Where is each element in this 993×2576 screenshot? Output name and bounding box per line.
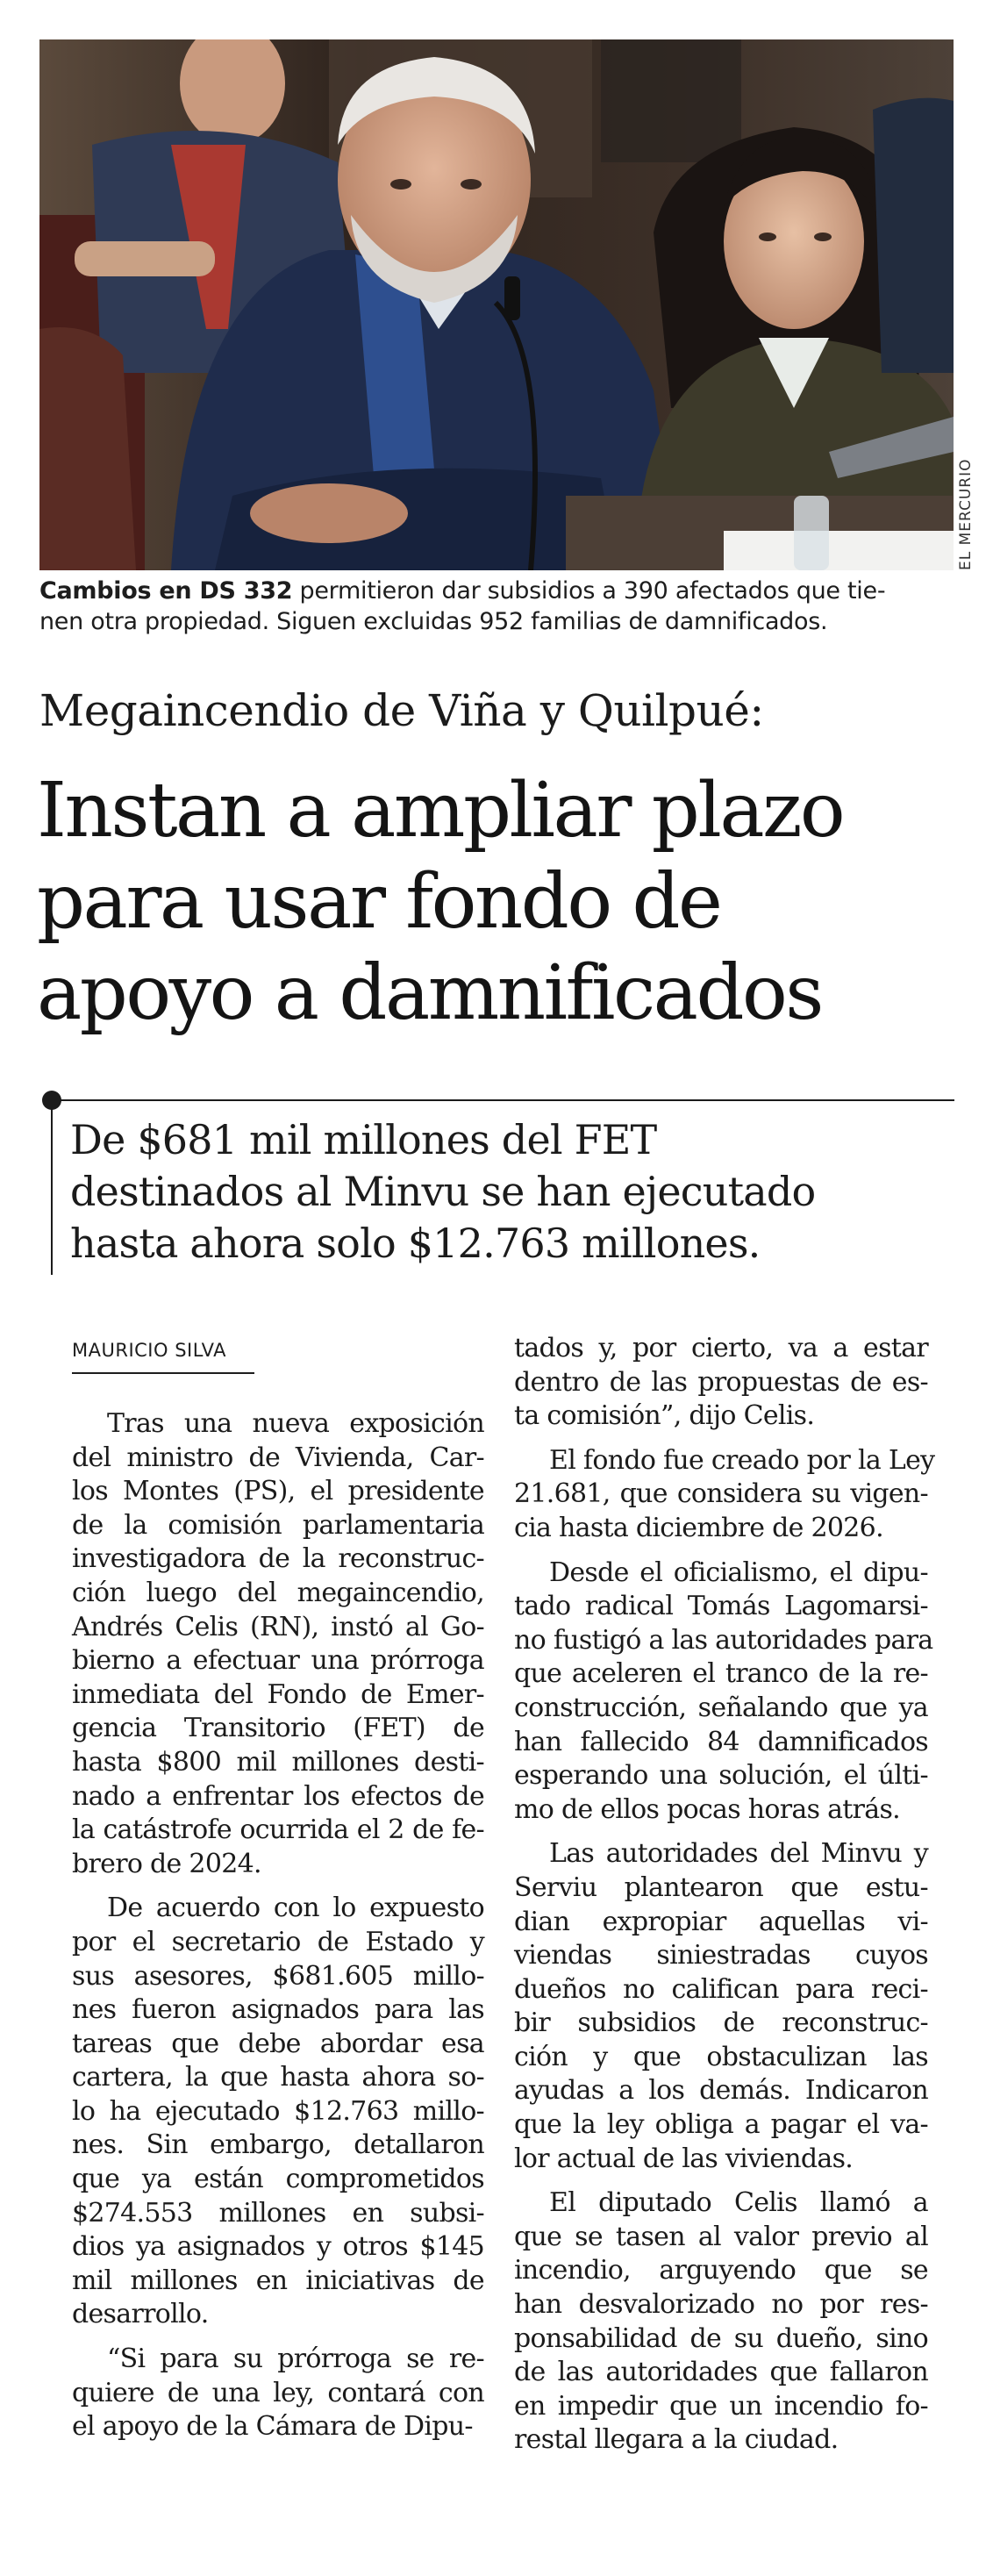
article-line: que aceleren el tranco de la re- — [514, 1658, 928, 1690]
article-line: dueños no califican para reci- — [514, 1973, 928, 2005]
article-paragraph — [72, 1407, 484, 1881]
article-line: dios ya asignados y otros $145 — [72, 2231, 484, 2263]
article-paragraph — [72, 2343, 484, 2444]
subhead-line-1: De $681 mil millones del FET — [70, 1116, 657, 1163]
article-line: investigadora de la reconstruc- — [72, 1543, 484, 1575]
article-line: construcción, señalando que ya — [514, 1692, 928, 1723]
byline: MAURICIO SILVA — [72, 1340, 227, 1361]
article-line: la catástrofe ocurrida el 2 de fe- — [72, 1814, 484, 1846]
article-line: por el secretario de Estado y — [72, 1926, 484, 1957]
photo-credit: EL MERCURIO — [957, 458, 975, 570]
article-paragraph — [514, 1332, 928, 1434]
article-line: brero de 2024. — [72, 1848, 261, 1879]
article-line: Andrés Celis (RN), instó al Go- — [72, 1611, 484, 1642]
headline-line-2: para usar fondo de — [37, 858, 721, 946]
article-line: que la ley obliga a pagar el va- — [514, 2109, 928, 2141]
article-line: ción luego del megaincendio, — [72, 1577, 484, 1608]
article-line: Serviu plantearon que estu- — [514, 1871, 928, 1903]
article-line: que ya están comprometidos — [72, 2164, 484, 2195]
article-line: tados y, por cierto, va a estar — [514, 1333, 928, 1363]
article-line: quiere de una ley, contará con — [72, 2377, 484, 2408]
article-line: lor actual de las viviendas. — [514, 2143, 854, 2174]
subhead-rule-vertical — [51, 1099, 53, 1275]
article-line: mil millones en iniciativas de — [72, 2265, 484, 2296]
kicker: Megaincendio de Viña y Quilpué: — [39, 685, 764, 736]
byline-rule — [72, 1372, 254, 1374]
article-line: inmediata del Fondo de Emer- — [72, 1678, 484, 1710]
article-line: viendas siniestradas cuyos — [514, 1940, 928, 1971]
article-line: sus asesores, $681.605 millo- — [72, 1960, 484, 1992]
article-line: 21.681, que considera su vigen- — [514, 1478, 928, 1510]
article-line: cia hasta diciembre de 2026. — [514, 1512, 883, 1543]
article-line: “Si para su prórroga se re- — [107, 2343, 484, 2375]
article-line: Tras una nueva exposición — [107, 1408, 484, 1439]
article-line: ponsabilidad de su dueño, sino — [514, 2322, 928, 2354]
article-line: ta comisión”, dijo Celis. — [514, 1400, 815, 1432]
article-line: han fallecido 84 damnificados — [514, 1726, 928, 1757]
article-line: bir subsidios de reconstruc- — [514, 2007, 928, 2039]
headline-line-1: Instan a ampliar plazo — [37, 767, 844, 855]
article-line: el apoyo de la Cámara de Dipu- — [72, 2411, 473, 2443]
article-line: El diputado Celis llamó a — [549, 2187, 928, 2219]
subheadline — [70, 1114, 956, 1270]
article-line: gencia Transitorio (FET) de — [72, 1713, 484, 1744]
article-line: desarrollo. — [72, 2299, 209, 2330]
article-line: ción y que obstaculizan las — [514, 2041, 928, 2072]
article-line: de las autoridades que fallaron — [514, 2357, 928, 2388]
article-column-left — [72, 1407, 484, 2444]
article-paragraph — [514, 2186, 928, 2458]
article-line: han desvalorizado no por res- — [514, 2289, 928, 2321]
article-line: los Montes (PS), el presidente — [72, 1476, 484, 1507]
article-line: nes. Sin embargo, detallaron — [72, 2129, 484, 2161]
article-line: restal llegara a la ciudad. — [514, 2424, 839, 2456]
article-paragraph — [514, 1837, 928, 2176]
article-photo — [39, 39, 954, 570]
article-line: nado a enfrentar los efectos de — [72, 1780, 484, 1812]
article-line: del ministro de Vivienda, Car- — [72, 1442, 484, 1473]
article-line: que se tasen al valor previo al — [514, 2221, 928, 2252]
article-line: El fondo fue creado por la Ley — [549, 1444, 935, 1476]
article-line: hasta $800 mil millones desti- — [72, 1746, 484, 1778]
article-line: nes fueron asignados para las — [72, 1994, 484, 2026]
article-paragraph — [72, 1892, 484, 2332]
headline — [37, 765, 967, 1039]
caption-bold: Cambios en DS 332 — [39, 577, 293, 605]
article-line: Desde el oficialismo, el dipu- — [549, 1556, 928, 1588]
caption-line1: permitieron dar subsidios a 390 afectados que tie- — [292, 577, 886, 605]
article-line: incendio, arguyendo que se — [514, 2255, 928, 2286]
article-line: mo de ellos pocas horas atrás. — [514, 1793, 901, 1825]
article-line: Las autoridades del Minvu y — [549, 1838, 928, 1870]
subhead-rule — [51, 1099, 954, 1101]
article-line: tado radical Tomás Lagomarsi- — [514, 1591, 928, 1622]
article-line: cartera, la que hasta ahora so- — [72, 2062, 484, 2093]
article-line: de la comisión parlamentaria — [72, 1509, 484, 1541]
article-line: De acuerdo con lo expuesto — [107, 1893, 484, 1924]
article-paragraph — [514, 1444, 935, 1546]
subhead-line-3: hasta ahora solo $12.763 millones. — [70, 1220, 761, 1267]
article-line: ayudas a los demás. Indicaron — [514, 2075, 928, 2107]
article-line: en impedir que un incendio fo- — [514, 2390, 928, 2422]
article-line: dian expropiar aquellas vi- — [514, 1906, 928, 1937]
article-line: lo ha ejecutado $12.763 millo- — [72, 2095, 484, 2127]
photo-caption — [39, 576, 954, 637]
headline-line-3: apoyo a damnificados — [37, 949, 822, 1037]
article-paragraph — [514, 1556, 933, 1828]
article-line: esperando una solución, el últi- — [514, 1760, 928, 1792]
article-column-right — [514, 1332, 935, 2458]
article-line: bierno a efectuar una prórroga — [72, 1645, 484, 1677]
article-line: dentro de las propuestas de es- — [514, 1366, 928, 1398]
article-line: tareas que debe abordar esa — [72, 2028, 484, 2059]
photo-illustration — [39, 39, 954, 570]
article-line: $274.553 millones en subsi- — [72, 2197, 484, 2229]
subhead-rule-dot — [42, 1091, 61, 1110]
subhead-line-2: destinados al Minvu se han ejecutado — [70, 1168, 816, 1215]
article-line: no fustigó a las autoridades para — [514, 1624, 933, 1656]
caption-line2: nen otra propiedad. Siguen excluidas 952 familias de damnificados. — [39, 608, 828, 635]
